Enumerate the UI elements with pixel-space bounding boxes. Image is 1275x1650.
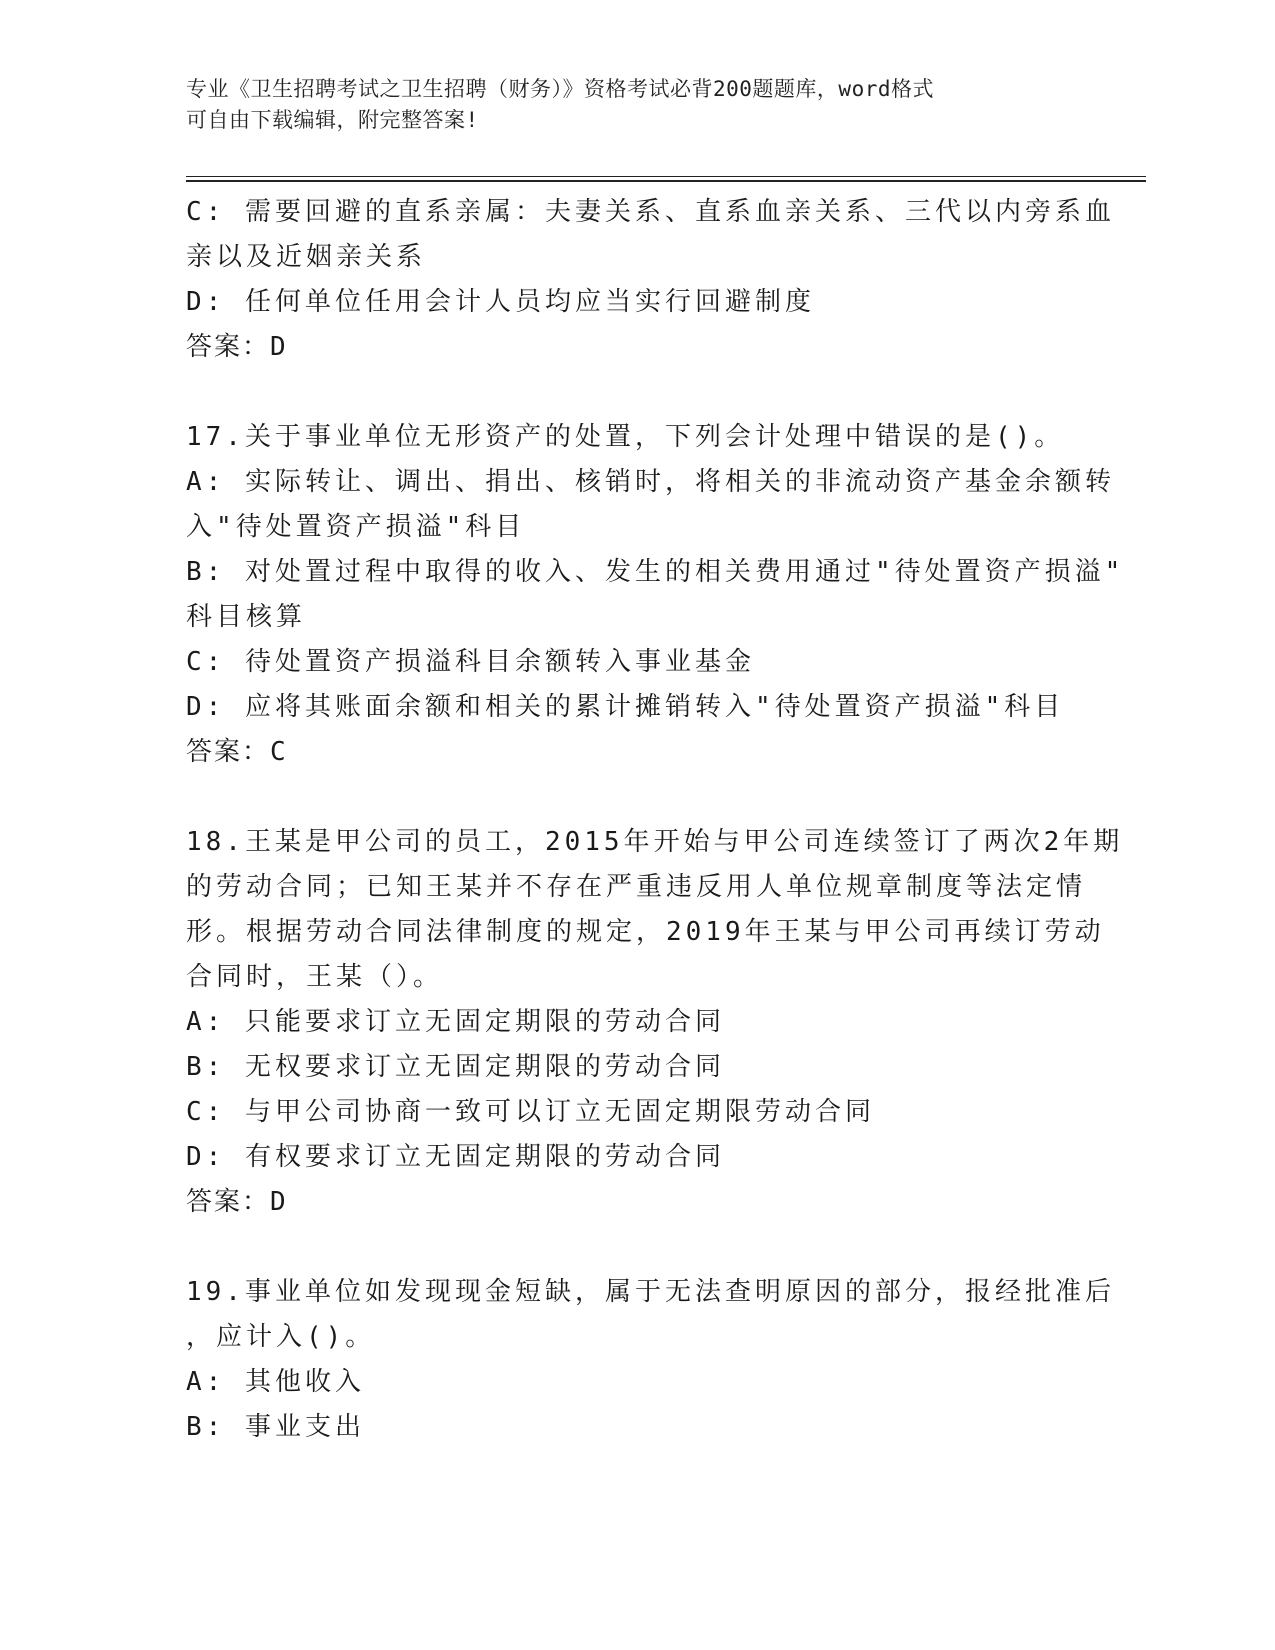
- spacer: [186, 1225, 1086, 1270]
- option-b-line-1: B: 无权要求订立无固定期限的劳动合同: [186, 1052, 725, 1082]
- answer-line: 答案：D: [186, 1187, 288, 1217]
- question-stem-line: 形。根据劳动合同法律制度的规定，2019年王某与甲公司再续订劳动: [186, 917, 1105, 947]
- option-a-line-2: 入"待处置资产损溢"科目: [186, 512, 526, 542]
- spacer: [186, 370, 1086, 415]
- question-17: [186, 415, 1125, 775]
- question-stem-line: 19.事业单位如发现现金短缺，属于无法查明原因的部分，报经批准后: [186, 1277, 1115, 1307]
- option-c-line-1: C: 与甲公司协商一致可以订立无固定期限劳动合同: [186, 1097, 875, 1127]
- option-c-line-1: C: 待处置资产损溢科目余额转入事业基金: [186, 647, 755, 677]
- option-d-line-1: D: 应将其账面余额和相关的累计摊销转入"待处置资产损溢"科目: [186, 692, 1065, 722]
- option-b-line-1: B: 对处置过程中取得的收入、发生的相关费用通过"待处置资产损溢": [186, 557, 1125, 587]
- answer-line: 答案：C: [186, 737, 288, 767]
- option-a-line-1: A: 只能要求订立无固定期限的劳动合同: [186, 1007, 725, 1037]
- header-line-2: 可自由下载编辑，附完整答案!: [186, 108, 479, 132]
- question-stem-line: 18.王某是甲公司的员工，2015年开始与甲公司连续签订了两次2年期: [186, 827, 1124, 857]
- document-header: [186, 74, 1086, 136]
- header-rule-thick: [186, 180, 1146, 182]
- question-stem-line: 17.关于事业单位无形资产的处置，下列会计处理中错误的是()。: [186, 422, 1065, 452]
- question-continued: [186, 190, 1115, 370]
- header-rule-thin: [186, 176, 1146, 177]
- option-a-line-1: A: 其他收入: [186, 1367, 365, 1397]
- option-c-line-2: 亲以及近姻亲关系: [186, 242, 427, 272]
- question-18: [186, 820, 1124, 1225]
- option-c-line-1: C: 需要回避的直系亲属：夫妻关系、直系血亲关系、三代以内旁系血: [186, 197, 1115, 227]
- answer-line: 答案：D: [186, 332, 288, 362]
- header-line-1: 专业《卫生招聘考试之卫生招聘（财务）》资格考试必背200题题库，word格式: [186, 77, 934, 101]
- option-b-line-2: 科目核算: [186, 602, 307, 632]
- question-stem-line: 的劳动合同；已知王某并不存在严重违反用人单位规章制度等法定情: [186, 872, 1087, 902]
- document-body: [186, 190, 1125, 1450]
- question-19: [186, 1270, 1115, 1450]
- option-d-line-1: D: 有权要求订立无固定期限的劳动合同: [186, 1142, 725, 1172]
- option-b-line-1: B: 事业支出: [186, 1412, 365, 1442]
- question-stem-line: 合同时，王某（）。: [186, 962, 444, 992]
- option-a-line-1: A: 实际转让、调出、捐出、核销时，将相关的非流动资产基金余额转: [186, 467, 1115, 497]
- option-d-line-1: D: 任何单位任用会计人员均应当实行回避制度: [186, 287, 815, 317]
- spacer: [186, 775, 1086, 820]
- question-stem-line: ，应计入()。: [186, 1322, 376, 1352]
